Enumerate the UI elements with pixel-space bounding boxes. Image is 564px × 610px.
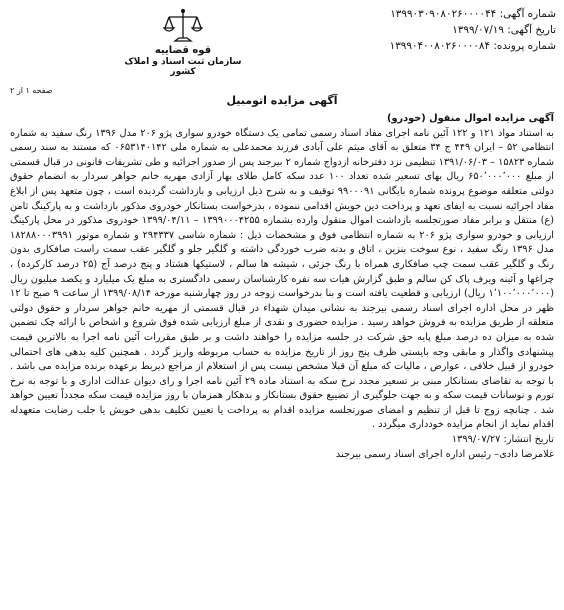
notice-paragraph: به استناد مواد ۱۲۱ و ۱۲۲ آئین نامه اجرای مفاد اسناد رسمی تمامی یک دستگاه خودرو سواری پژو ۲۰۶ مدل ۱۳۹۶ رنگ سفید به شماره انتظامی ۵۲ – ایران ۴۴۹ ج ۳۴ متعلق به آقای میثم علی آبادی فرزند محمدعلی به شماره ملی ۰۶۵۳۱۴۰۱۴۲ که مستند به سند رسمی شماره ۱۵۸۲۳ – ۱۳۹۱/۰۶/۰۳ تنظیمی نزد دفترخانه ازدواج شماره ۲ بیرجند پس از صدور اجرائیه و طی تشریفات قانونی در قبال قسمتی از مبلغ ۶۵۰٬۰۰۰٬۰۰۰ ریال بهای تسعیر شده تعداد ۱۰۰ عدد سکه کامل طلای بهار آزادی مهریه خانم جواهر سردار به انضمام حقوق دولتی متعلقه موضوع پرونده شماره بایگانی ۹۹۰۰۰۹۱ توقیف و به شرح ذیل ارزیابی و بازداشت گردیده است ، چون متعهد پس از ابلاغ مفاد اجرائیه نسبت به ایفای تعهد و پرداخت دین خویش اقدامی ننموده ، بدرخواست بستانکار خودروی مذکور بازداشت و به پارکینگ ثامن (ع) منتقل و برابر مفاد صورتجلسه بازداشت اموال منقول وارده بشماره ۱۳۹۹۰۰۰۴۲۵۵ – ۱۳۹۹/۰۴/۱۱ خودروی مذکور در محل پارکینگ ارزیابی و خودرو سواری پژو ۲۰۶ به شماره انتظامی فوق و مشخصات ذیل : شماره شاسی ۲۹۴۳۳۷ و شماره موتور ۱۸۲۸۸۰۰۰۳۹۹۱ مدل ۱۳۹۶ رنگ سفید ، نوع سوخت بنزین ، اتاق و بدنه ضرب خوردگی داشته و گلگیر جلو و گلگیر عقب سمت راست صافکاری بدون رنگ و گلگیر عقب سمت چپ صافکاری همراه با رنگ جزئی ، شیشه ها سالم ، لاستیکها هشتاد و پنج درصد آج (۲۵ درصد کارکرده) ، چراغها و آئینه ویرف پاک کن سالم و طبق گزارش هیات سه نفره کارشناسان رسمی دادگستری به مبلغ یک میلیارد و یکصد میلیون ریال (۱٬۱۰۰٬۰۰۰٬۰۰۰ ریال) ارزیابی و قطعیت یافته است و بنا بدرخواست زوجه در روز چهارشنبه مورخه ۱۳۹۹/۰۸/۱۴ از ساعت ۹ صبح تا ۱۲ ظهر در محل اداره اجرای اسناد رسمی بیرجند به نشانی میدان شهداء در قبال قسمتی از مهریه خانم جواهر سردار و حقوق دولتی متعلقه از طریق مزایده به فروش خواهد رسید . مزایده حضوری و نقدی از مبلغ ارزیابی شده فوق شروع و اشخاص با ارائه چک تضمین شده به میزان ده درصد مبلغ پایه حق شرکت در جلسه مزایده را خواهند داشت و بر طبق مقررات آئین نامه اجرا به بالاترین قیمت پیشنهادی واگذار و مابقی وجه بایستی ظرف پنج روز از تاریخ مزایده به حساب مربوطه واریز گردد . همچنین کلیه بدهی های احتمالی خودرو از قبیل خلافی ، عوارض ، مالیات که مبلغ آن قبلا مشخص نیست پس از استعلام از مراجع ذیربط برعهده برنده مزایده می باشد . با توجه به تقاضای بستانکار مبنی بر تسعیر مجدد نرخ سکه به استناد ماده ۲۹ آئین نامه اجرا و رای دیوان عدالت اداری و با توجه به نرخ تورم و نوسانات قیمت سکه و به جهت جلوگیری از تضییع حقوق بستانکار و بدهکار همزمان با روز مزایده قیمت سکه مجدداً تعیین خواهد شد . چنانچه زوج تا قبل از تنظیم و امضای صورتجلسه مزایده اقدام به پرداخت یا تعیین تکلیف بدهی خویش یا جلب رضایت متعهدله اقدام نماید از انجام مزایده خودداری میگردد .	[10, 127, 555, 431]
case-number: ۱۳۹۹۰۴۰۰۸۰۲۶۰۰۰۰۸۴	[389, 40, 491, 52]
publish-date: ۱۳۹۹/۰۷/۲۷	[451, 434, 501, 446]
judiciary-emblem	[118, 8, 248, 77]
justice-scales-icon	[163, 8, 203, 44]
notice-number: ۱۳۹۹۰۳۰۹۰۸۰۲۶۰۰۰۰۴۴	[390, 8, 497, 20]
notice-date-label: تاریخ آگهی:	[507, 24, 556, 36]
publish-date-row	[10, 433, 554, 448]
case-number-row	[306, 38, 556, 54]
notice-meta	[306, 6, 556, 54]
notice-number-row	[306, 6, 556, 22]
emblem-judiciary-text: قوه قضاییه	[154, 45, 212, 56]
notice-date: ۱۳۹۹/۰۷/۱۹	[452, 24, 504, 36]
notice-number-label: شماره آگهی:	[499, 8, 556, 20]
page-number: صفحه ۱ از ۲	[10, 86, 53, 95]
publish-date-label: تاریخ انتشار:	[503, 434, 554, 446]
case-number-label: شماره پرونده:	[493, 40, 556, 52]
signature: غلامرضا دادی– رئیس اداره اجرای اسناد رسمی بیرجند	[335, 448, 554, 460]
emblem-organization-text: سازمان ثبت اسناد و املاک کشور	[124, 57, 242, 77]
notice-title: آگهی مزایده اتومبیل	[226, 94, 338, 107]
notice-subtitle: آگهی مزایده اموال منقول (خودرو)	[386, 113, 554, 124]
notice-date-row	[306, 22, 556, 38]
notice-body	[10, 112, 554, 462]
